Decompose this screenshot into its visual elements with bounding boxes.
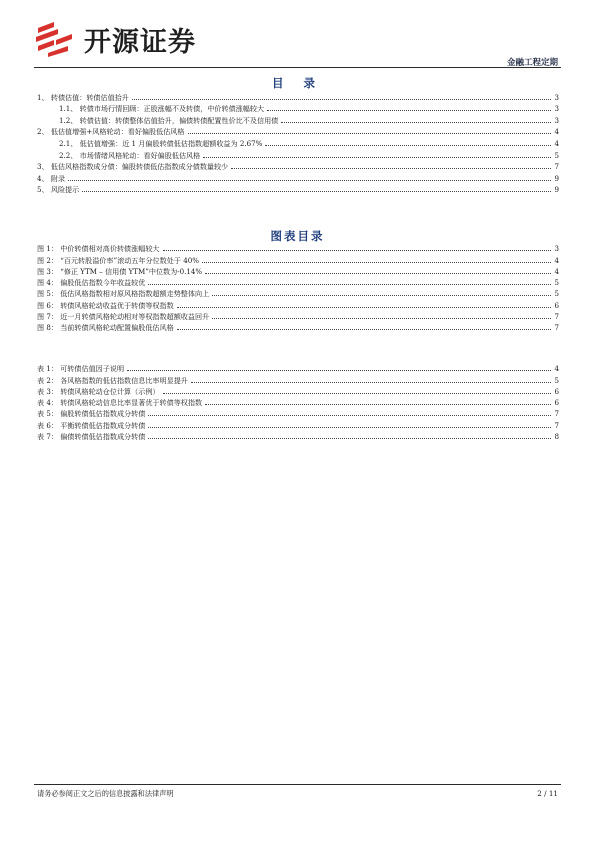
toc-entry[interactable] <box>37 277 559 288</box>
toc-entry[interactable] <box>37 254 559 265</box>
toc-entry[interactable] <box>37 299 559 310</box>
toc-entry-label: 1.2、 转债估值：转债整体估值拾升，偏债转债配置性价比不及信用债 <box>59 115 279 125</box>
dot-leader <box>82 191 551 192</box>
toc-entry[interactable] <box>37 288 559 299</box>
dot-leader <box>148 427 551 428</box>
toc-entry-page: 7 <box>554 420 559 430</box>
toc-entry[interactable] <box>37 114 559 126</box>
toc-entry-page: 7 <box>554 162 559 172</box>
dot-leader <box>265 145 551 146</box>
toc-entry-label: 图 2： “百元转股溢价率”滚动五年分位数处于 40% <box>37 255 199 265</box>
toc-entry-label: 2.1、 低估值增强：近 1 月偏股转债低估指数超额收益为 2.67% <box>59 138 263 148</box>
toc-entry-page: 9 <box>554 185 559 195</box>
toc-entry-page: 5 <box>554 375 559 385</box>
toc-entry-label: 图 7： 近一月转债风格轮动相对等权指数超额收益回升 <box>37 312 210 322</box>
toc-entry-label: 表 1： 可转债估值因子说明 <box>37 364 125 374</box>
toc-entry-label: 5、 风险提示 <box>37 185 80 195</box>
dot-leader <box>177 329 551 330</box>
toc-entry[interactable] <box>37 386 559 397</box>
dot-leader <box>163 393 551 394</box>
toc-entry-page: 3 <box>554 244 559 254</box>
logo-text: 开源证券 <box>84 27 196 58</box>
toc-entry-label: 图 3： “修正 YTM – 信用债 YTM”中位数为-0.14% <box>37 266 203 276</box>
toc-entry[interactable] <box>37 149 559 161</box>
toc-entry-page: 6 <box>554 398 559 408</box>
toc-entry-label: 表 6： 平衡转债低估指数成分转债 <box>37 420 146 430</box>
toc-entry-page: 7 <box>554 323 559 333</box>
dot-leader <box>281 122 551 123</box>
toc-entry[interactable] <box>37 137 559 149</box>
logo-mark-icon <box>34 20 78 58</box>
toc-entry[interactable] <box>37 243 559 254</box>
toc-entry-label: 表 5： 偏股转债低估指数成分转债 <box>37 409 146 419</box>
dot-leader <box>212 295 551 296</box>
toc-entry-page: 9 <box>554 173 559 183</box>
toc-list <box>37 91 559 195</box>
dot-leader <box>163 250 551 251</box>
toc-entry-page: 4 <box>554 138 559 148</box>
figures-title: 图表目录 <box>270 229 325 243</box>
dot-leader <box>212 318 551 319</box>
toc-entry-page: 5 <box>554 278 559 288</box>
dot-leader <box>188 133 552 134</box>
toc-entry-page: 6 <box>554 386 559 396</box>
toc-entry[interactable] <box>37 172 559 184</box>
toc-entry[interactable] <box>37 374 559 385</box>
toc-entry-label: 1.1、 转债市场行情回顾：正股涨幅不及转债，中价转债涨幅较大 <box>59 104 265 114</box>
dot-leader <box>203 157 551 158</box>
toc-entry-page: 4 <box>554 127 559 137</box>
toc-entry-label: 图 8： 当前转债风格轮动配置偏股低估风格 <box>37 323 174 333</box>
dot-leader <box>148 438 551 439</box>
toc-entry[interactable] <box>37 184 559 196</box>
dot-leader <box>202 262 551 263</box>
toc-entry[interactable] <box>37 126 559 138</box>
dot-leader <box>205 273 551 274</box>
toc-entry-label: 4、 附录 <box>37 173 66 183</box>
toc-entry[interactable] <box>37 311 559 322</box>
toc-entry-label: 表 4： 转债风格轮动信息比率显著优于转债等权指数 <box>37 398 203 408</box>
dot-leader <box>132 99 551 100</box>
toc-entry[interactable] <box>37 103 559 115</box>
toc-entry[interactable] <box>37 431 559 442</box>
dot-leader <box>177 307 551 308</box>
toc-entry[interactable] <box>37 322 559 333</box>
toc-entry-page: 4 <box>554 255 559 265</box>
toc-entry[interactable] <box>37 363 559 374</box>
footer-divider <box>34 784 561 785</box>
toc-entry-page: 5 <box>554 289 559 299</box>
report-type-label: 金融工程定期 <box>506 58 558 68</box>
dot-leader <box>148 284 551 285</box>
toc-entry-page: 3 <box>554 92 559 102</box>
dot-leader <box>231 168 551 169</box>
toc-entry-label: 图 5： 低估风格指数相对原风格指数超额走势整体向上 <box>37 289 210 299</box>
toc-entry-label: 表 2： 各风格指数的低估指数信息比率明显提升 <box>37 375 188 385</box>
toc-entry[interactable] <box>37 408 559 419</box>
toc-entry-page: 3 <box>554 104 559 114</box>
dot-leader <box>205 404 551 405</box>
toc-entry-label: 3、 低估风格指数成分债：偏股转债低估指数成分债数量较少 <box>37 162 229 172</box>
figures-list <box>37 243 559 333</box>
toc-entry-label: 图 4： 偏股低估指数今年收益较优 <box>37 278 146 288</box>
toc-entry-label: 2.2、 市场情绪风格轮动：看好偏股低估风格 <box>59 150 201 160</box>
toc-entry-page: 7 <box>554 409 559 419</box>
toc-entry-label: 2、 低估值增强+风格轮动：看好偏股低估风格 <box>37 127 185 137</box>
toc-entry[interactable] <box>37 266 559 277</box>
toc-entry-label: 图 6： 转债风格轮动收益优于转债等权指数 <box>37 300 174 310</box>
dot-leader <box>148 415 551 416</box>
toc-entry[interactable] <box>37 397 559 408</box>
tables-list <box>37 363 559 442</box>
toc-entry-page: 4 <box>554 266 559 276</box>
toc-entry-label: 表 3： 转债风格轮动仓位计算（示例） <box>37 386 160 396</box>
toc-entry-label: 1、 转债估值：转债估值拾升 <box>37 92 129 102</box>
toc-title: 目 录 <box>271 76 323 90</box>
toc-entry[interactable] <box>37 91 559 103</box>
header-divider <box>34 67 561 68</box>
dot-leader <box>191 382 551 383</box>
company-logo <box>34 18 234 62</box>
toc-entry-page: 7 <box>554 312 559 322</box>
page-number: 2 / 11 <box>537 789 558 798</box>
toc-entry[interactable] <box>37 419 559 430</box>
toc-entry-label: 表 7： 偏债转债低估指数成分转债 <box>37 432 146 442</box>
toc-entry[interactable] <box>37 161 559 173</box>
toc-entry-page: 6 <box>554 300 559 310</box>
dot-leader <box>127 370 551 371</box>
toc-entry-label: 图 1： 中价转债相对高价转债涨幅较大 <box>37 244 160 254</box>
dot-leader <box>267 110 551 111</box>
toc-entry-page: 4 <box>554 364 559 374</box>
toc-entry-page: 3 <box>554 115 559 125</box>
toc-entry-page: 5 <box>554 150 559 160</box>
footer-disclaimer: 请务必参阅正文之后的信息披露和法律声明 <box>37 789 174 798</box>
toc-entry-page: 8 <box>554 432 559 442</box>
dot-leader <box>68 180 551 181</box>
